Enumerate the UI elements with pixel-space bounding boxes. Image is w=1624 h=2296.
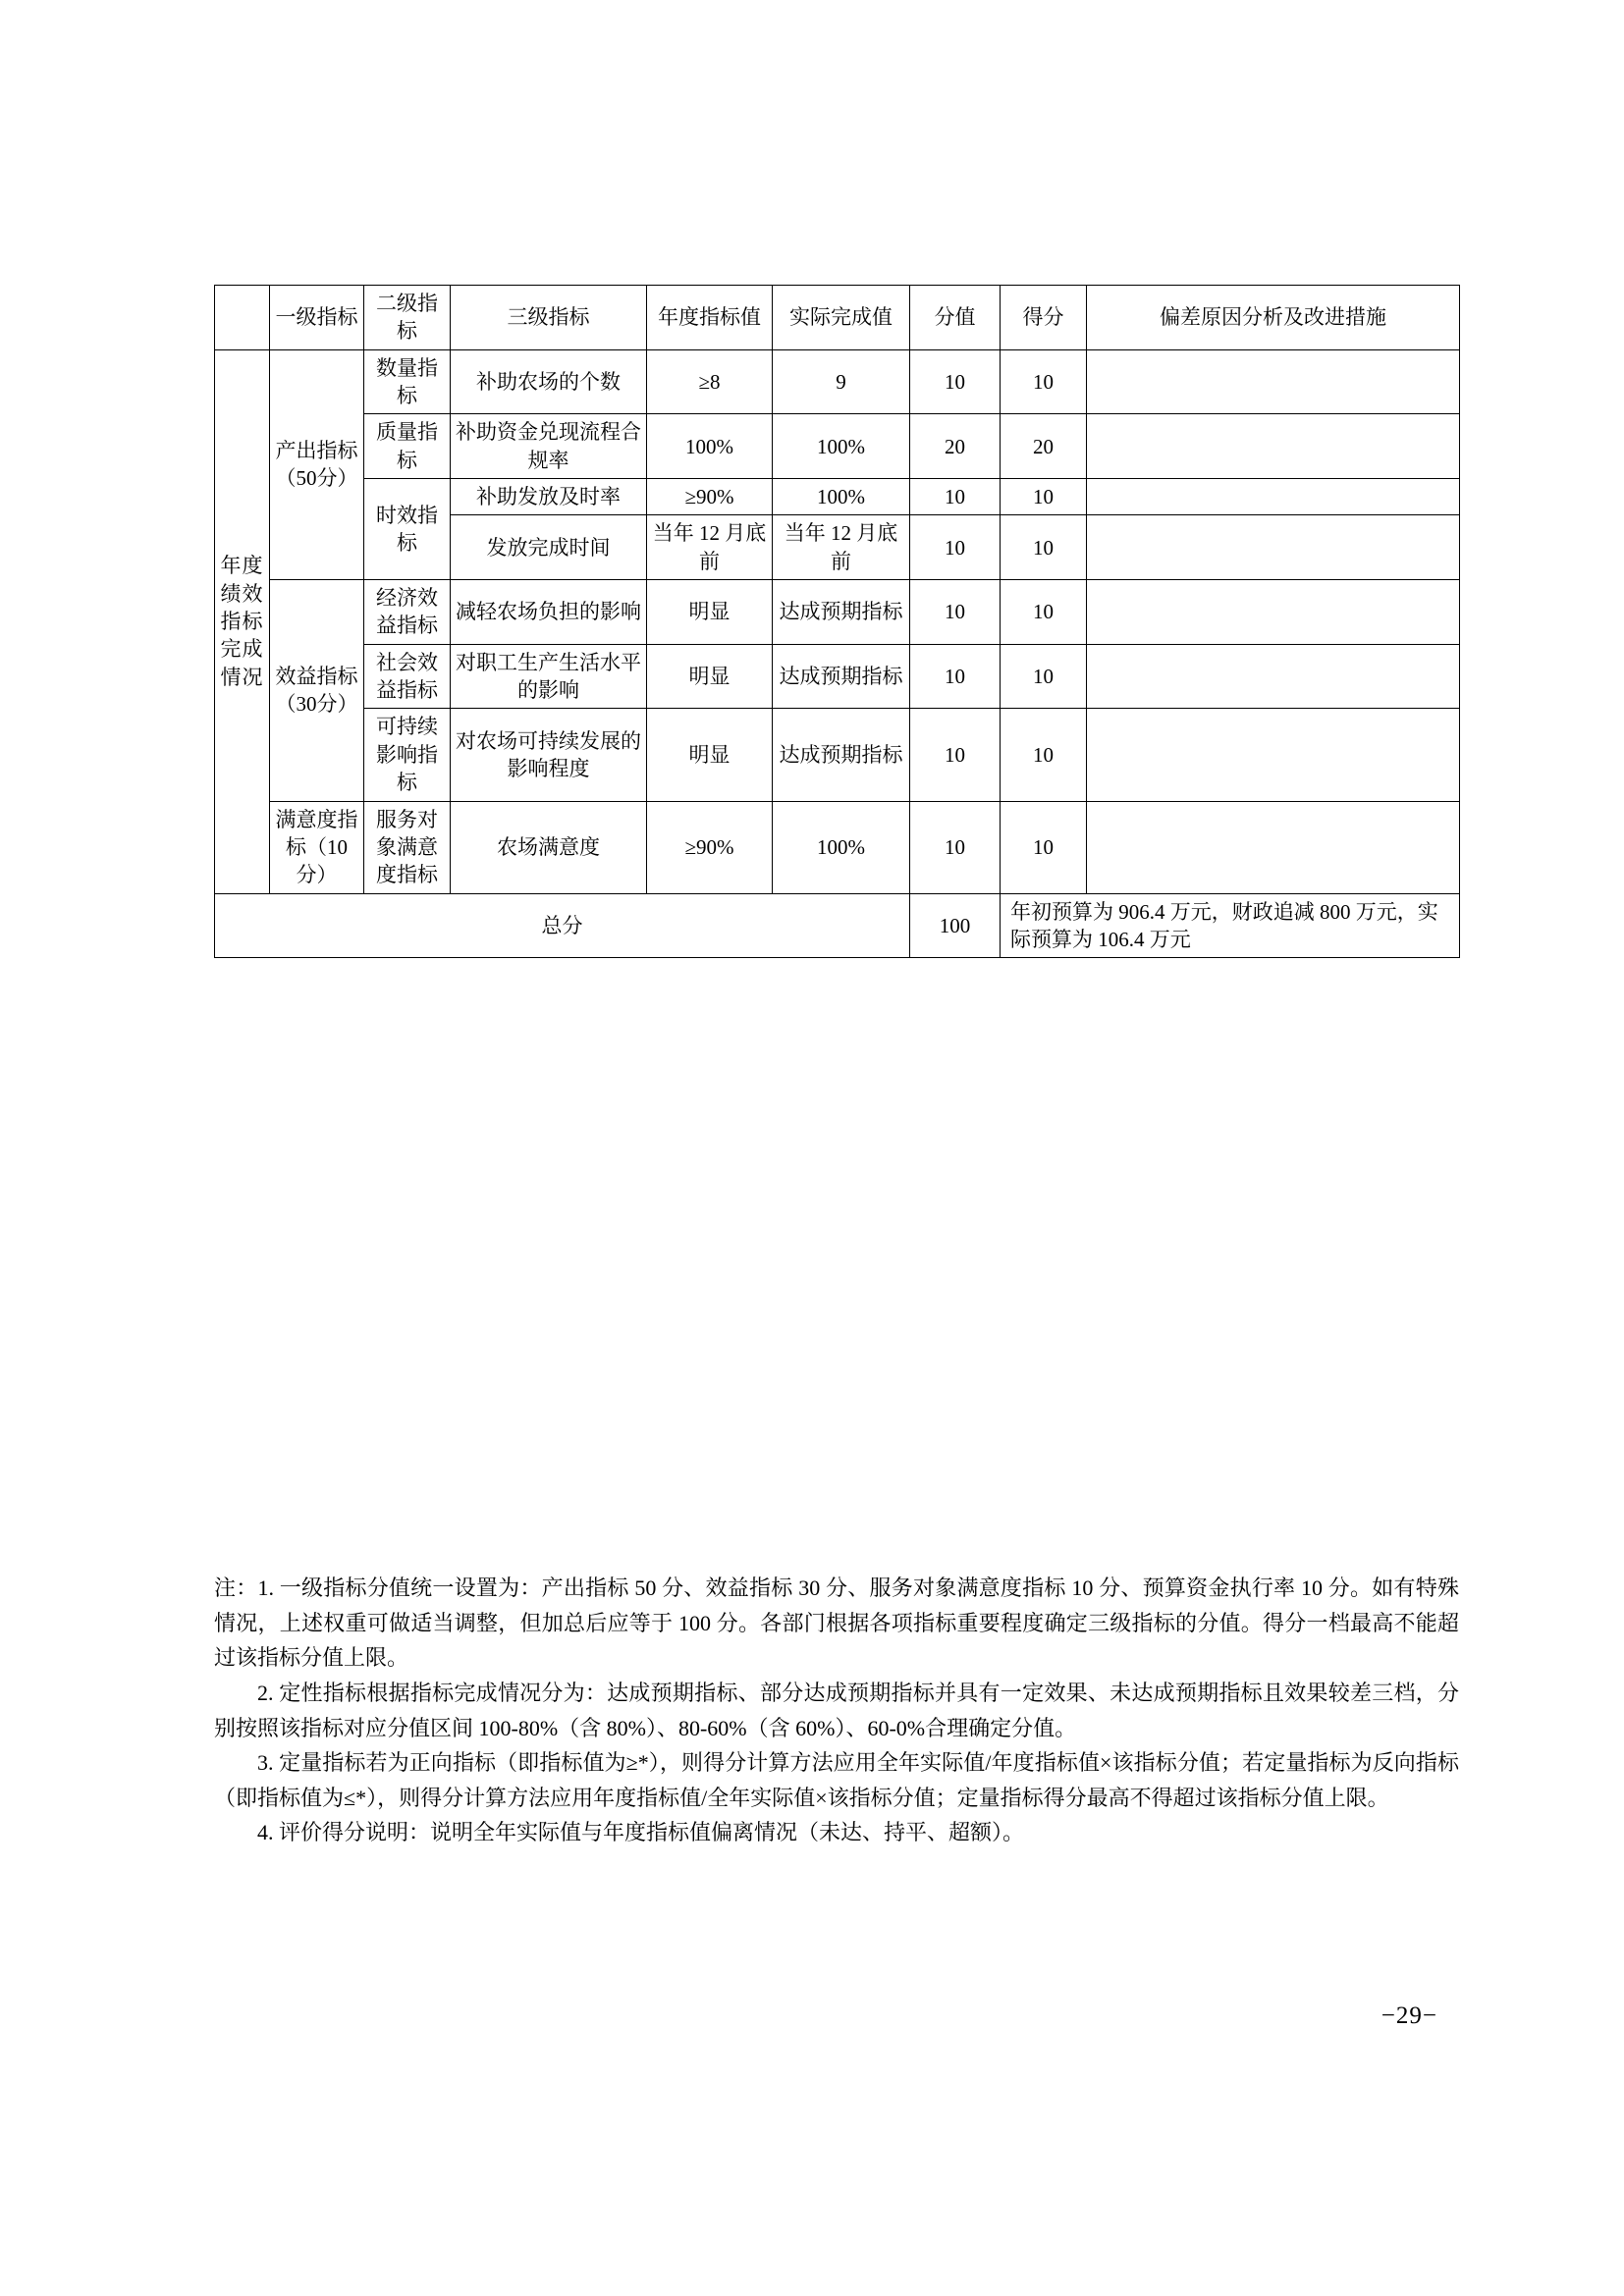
annual-target-value: 100% (647, 414, 773, 479)
table-row (215, 801, 1460, 893)
actual-value: 当年 12 月底前 (773, 515, 910, 580)
score-got: 10 (1001, 479, 1087, 515)
annual-target-value: 当年 12 月底前 (647, 515, 773, 580)
table-row (215, 479, 1460, 515)
level3-indicator: 减轻农场负担的影响 (451, 580, 647, 645)
score-got: 10 (1001, 709, 1087, 801)
annual-target-value: ≥90% (647, 801, 773, 893)
level3-indicator: 对农场可持续发展的影响程度 (451, 709, 647, 801)
score-value: 20 (910, 414, 1001, 479)
score-value: 10 (910, 515, 1001, 580)
annual-target-value: 明显 (647, 644, 773, 709)
header-annual-target: 年度指标值 (647, 286, 773, 350)
total-score: 100 (910, 893, 1001, 958)
score-got: 10 (1001, 580, 1087, 645)
table-row (215, 644, 1460, 709)
header-score-got: 得分 (1001, 286, 1087, 350)
table-row (215, 709, 1460, 801)
score-got: 10 (1001, 644, 1087, 709)
level2-quality: 质量指标 (364, 414, 451, 479)
table-row (215, 580, 1460, 645)
footnote-4: 4. 评价得分说明：说明全年实际值与年度指标值偏离情况（未达、持平、超额）。 (257, 1820, 1025, 1845)
actual-value: 100% (773, 479, 910, 515)
actual-value: 达成预期指标 (773, 644, 910, 709)
header-corner-blank (215, 286, 270, 350)
performance-indicator-table (214, 285, 1460, 958)
deviation-note (1087, 580, 1460, 645)
footnote-3: 3. 定量指标若为正向指标（即指标值为≥*），则得分计算方法应用全年实际值/年度指标值×该指标分值；若定量指标为反向指标（即指标值为≤*），则得分计算方法应用年度指标值/全年实际值×该指标分值；定量指标得分最高不得超过该指标分值上限。 (214, 1750, 1459, 1810)
actual-value: 100% (773, 801, 910, 893)
level2-quantity: 数量指标 (364, 349, 451, 414)
row-label-main: 年度绩效指标完成情况 (215, 349, 270, 893)
level2-social: 社会效益指标 (364, 644, 451, 709)
deviation-note (1087, 644, 1460, 709)
performance-table-container (214, 285, 1459, 958)
footnotes (214, 1571, 1459, 1850)
header-level3: 三级指标 (451, 286, 647, 350)
deviation-note (1087, 479, 1460, 515)
deviation-note (1087, 349, 1460, 414)
score-got: 20 (1001, 414, 1087, 479)
total-budget-note: 年初预算为 906.4 万元，财政追减 800 万元，实际预算为 106.4 万元 (1001, 893, 1460, 958)
actual-value: 100% (773, 414, 910, 479)
table-row (215, 414, 1460, 479)
table-header-row (215, 286, 1460, 350)
table-total-row (215, 893, 1460, 958)
deviation-note (1087, 709, 1460, 801)
score-value: 10 (910, 349, 1001, 414)
level2-timeliness: 时效指标 (364, 479, 451, 580)
score-value: 10 (910, 644, 1001, 709)
score-value: 10 (910, 709, 1001, 801)
total-label: 总分 (215, 893, 910, 958)
score-value: 10 (910, 801, 1001, 893)
level3-indicator: 对职工生产生活水平的影响 (451, 644, 647, 709)
page-number: −29− (1380, 2002, 1437, 2029)
level2-service-satisfaction: 服务对象满意度指标 (364, 801, 451, 893)
score-value: 10 (910, 479, 1001, 515)
header-level1: 一级指标 (270, 286, 364, 350)
header-actual: 实际完成值 (773, 286, 910, 350)
deviation-note (1087, 515, 1460, 580)
level3-indicator: 补助发放及时率 (451, 479, 647, 515)
header-level2: 二级指标 (364, 286, 451, 350)
header-score-value: 分值 (910, 286, 1001, 350)
annual-target-value: 明显 (647, 709, 773, 801)
level1-output: 产出指标（50分） (270, 349, 364, 579)
level3-indicator: 发放完成时间 (451, 515, 647, 580)
actual-value: 达成预期指标 (773, 709, 910, 801)
level3-indicator: 补助资金兑现流程合规率 (451, 414, 647, 479)
annual-target-value: ≥8 (647, 349, 773, 414)
annual-target-value: 明显 (647, 580, 773, 645)
table-row (215, 349, 1460, 414)
level2-economic: 经济效益指标 (364, 580, 451, 645)
level2-sustainable: 可持续影响指标 (364, 709, 451, 801)
deviation-note (1087, 801, 1460, 893)
header-deviation: 偏差原因分析及改进措施 (1087, 286, 1460, 350)
score-got: 10 (1001, 349, 1087, 414)
level3-indicator: 农场满意度 (451, 801, 647, 893)
score-got: 10 (1001, 515, 1087, 580)
actual-value: 达成预期指标 (773, 580, 910, 645)
deviation-note (1087, 414, 1460, 479)
score-got: 10 (1001, 801, 1087, 893)
level1-satisfaction: 满意度指标（10分） (270, 801, 364, 893)
annual-target-value: ≥90% (647, 479, 773, 515)
level3-indicator: 补助农场的个数 (451, 349, 647, 414)
footnote-2: 2. 定性指标根据指标完成情况分为：达成预期指标、部分达成预期指标并具有一定效果、未达成预期指标且效果较差三档，分别按照该指标对应分值区间 100-80%（含 80%）、80-60%（含 60%）、60-0%合理确定分值。 (214, 1680, 1459, 1740)
level1-benefit: 效益指标（30分） (270, 580, 364, 801)
actual-value: 9 (773, 349, 910, 414)
footnote-1: 注：1. 一级指标分值统一设置为：产出指标 50 分、效益指标 30 分、服务对象满意度指标 10 分、预算资金执行率 10 分。如有特殊情况，上述权重可做适当调整，但加总后应等于 100 分。各部门根据各项指标重要程度确定三级指标的分值。得分一档最高不能超过该指标分值上限。 (214, 1575, 1459, 1671)
score-value: 10 (910, 580, 1001, 645)
